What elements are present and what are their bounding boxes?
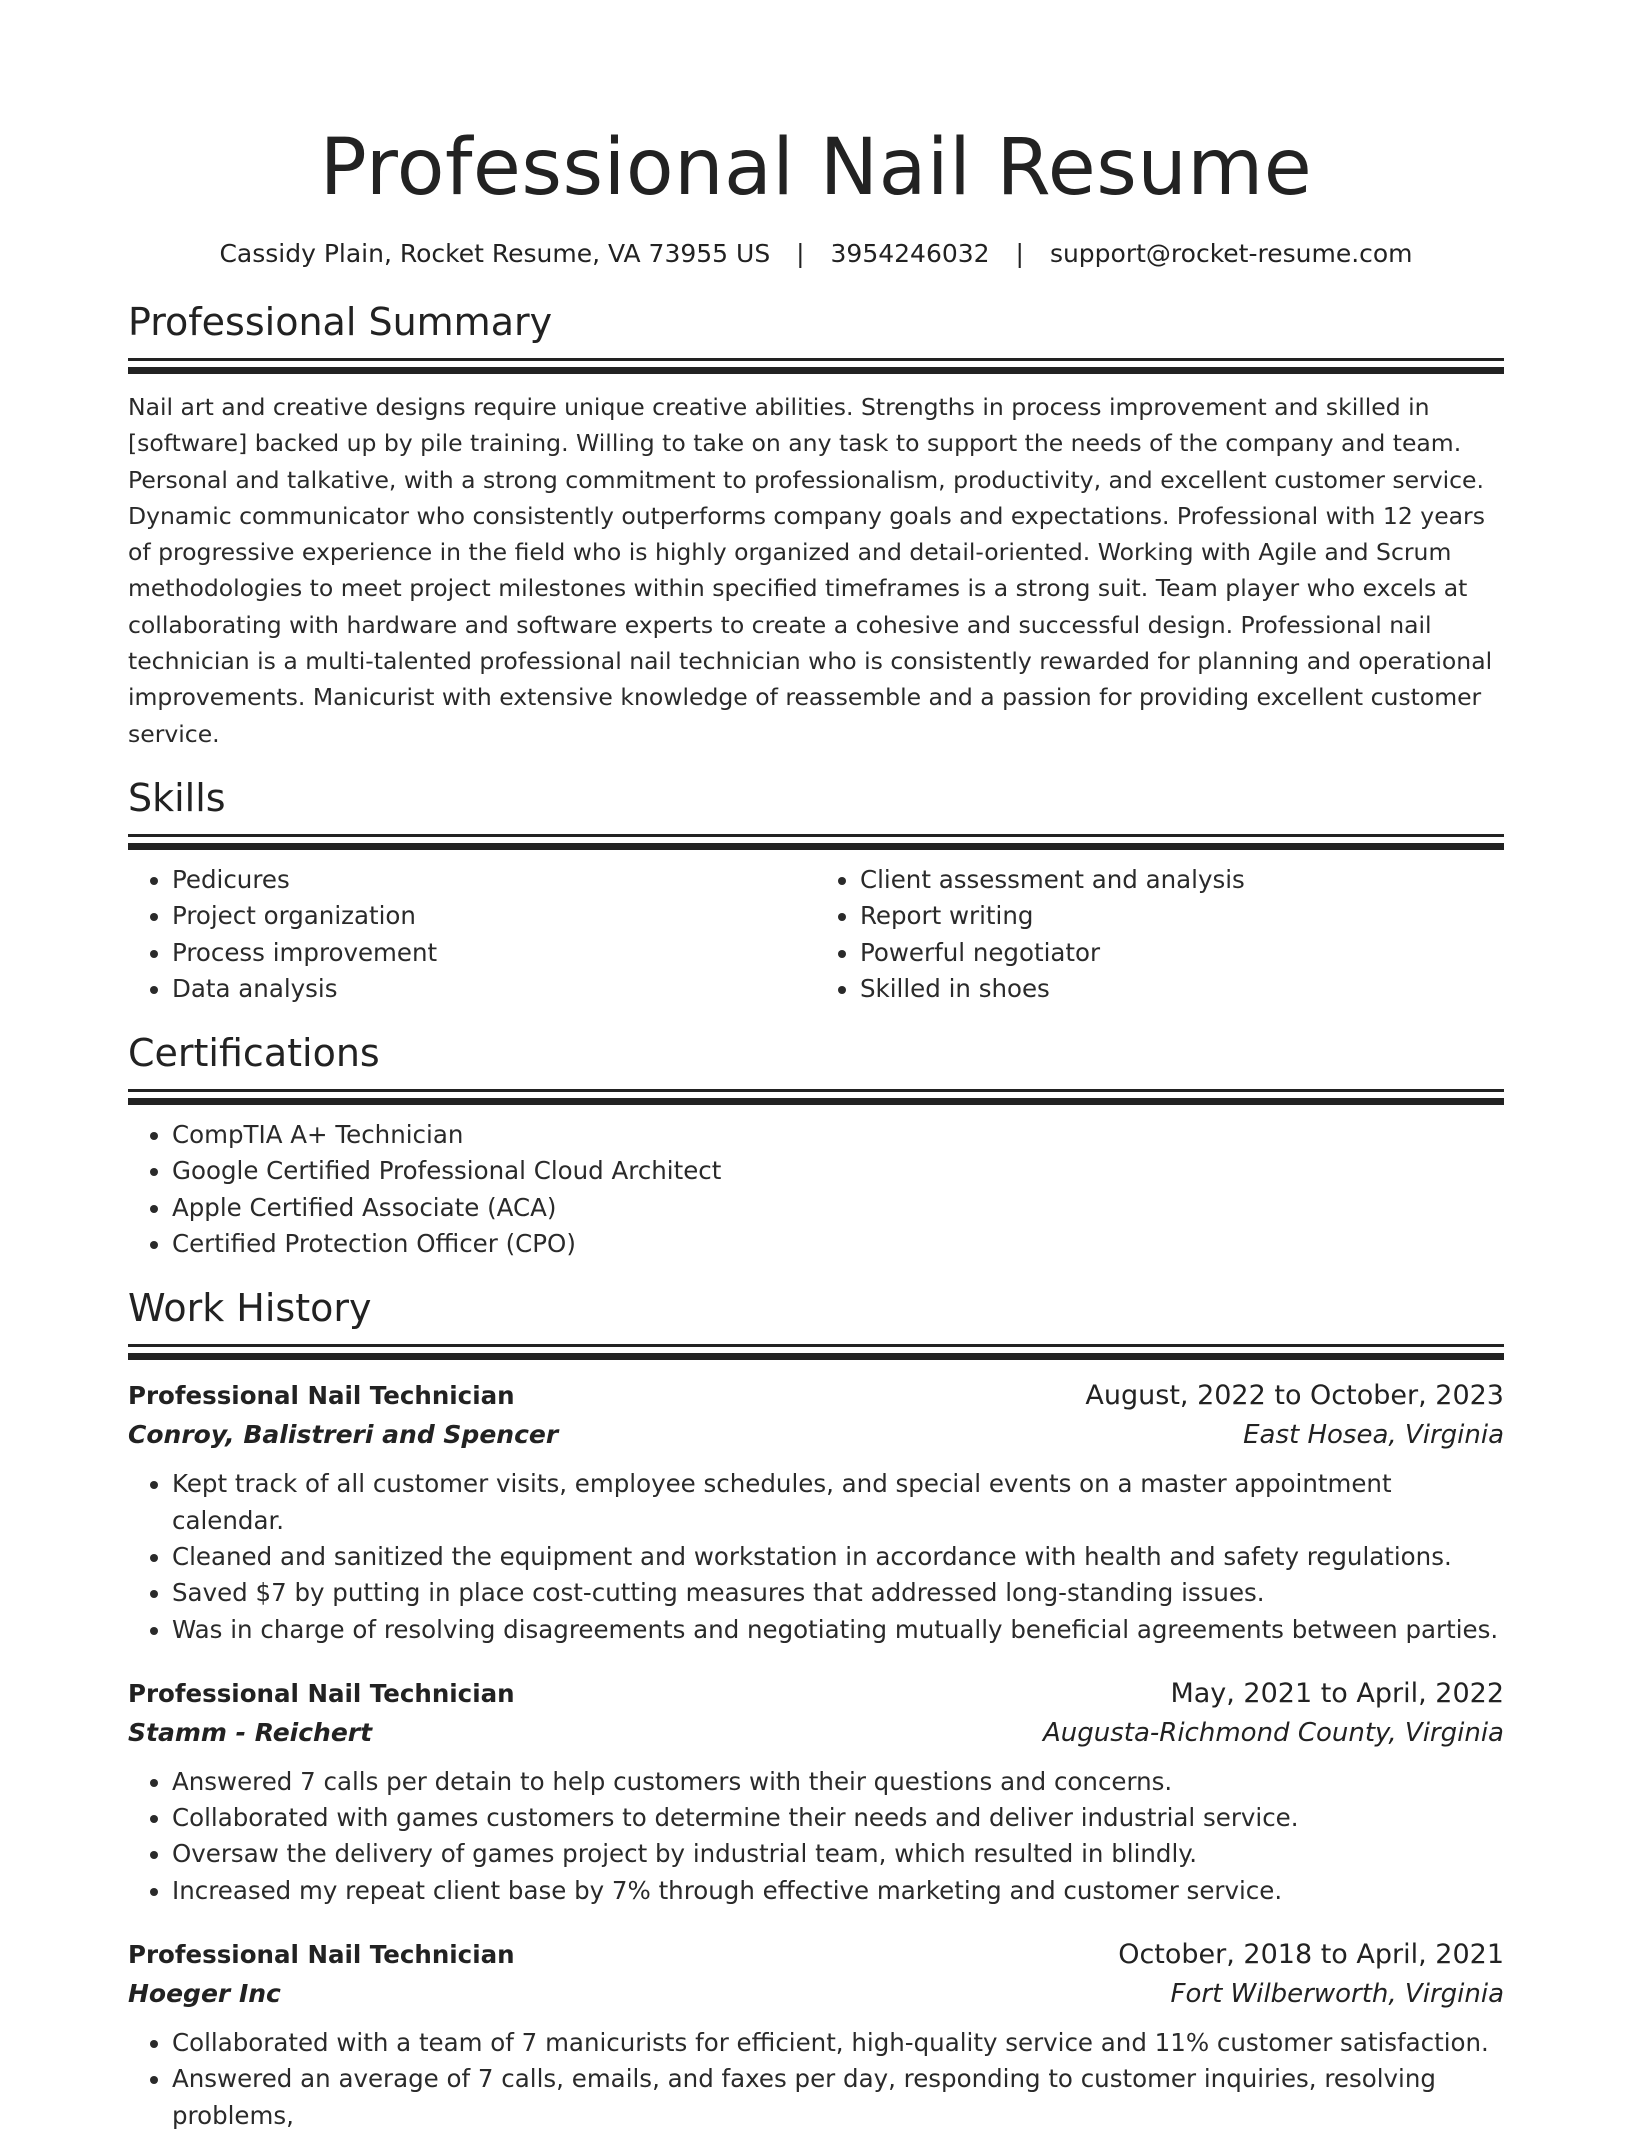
section-divider-thick (128, 1353, 1504, 1360)
resume-page (128, 118, 1504, 2134)
job-bullets (128, 1764, 1504, 1909)
contact-phone: 3954246032 (830, 239, 990, 268)
job-title: Professional Nail Technician (128, 1940, 515, 1970)
summary-heading: Professional Summary (128, 300, 553, 344)
certifications-list (128, 1117, 1504, 1262)
job-company: Hoeger Inc (128, 1979, 281, 2009)
job-header-row (128, 1935, 1504, 1975)
skills-list-left (128, 862, 816, 1007)
certifications-section (128, 1029, 1504, 1262)
skill-item: • Pedicures (172, 862, 816, 898)
job-title: Professional Nail Technician (128, 1678, 515, 1708)
work-history-heading: Work History (128, 1286, 372, 1331)
skill-item: • Client assessment and analysis (860, 862, 1504, 898)
job-bullets (128, 2025, 1504, 2134)
contact-address: Cassidy Plain, Rocket Resume, VA 73955 US (219, 239, 771, 268)
summary-section (128, 298, 1504, 752)
job-company: Conroy, Balistreri and Spencer (128, 1420, 559, 1450)
resume-title: Professional Nail Resume (319, 123, 1313, 213)
skills-section (128, 774, 1504, 1007)
skills-columns (128, 862, 1504, 1007)
job-header-row (128, 1376, 1504, 1416)
skill-item: • Process improvement (172, 935, 816, 971)
job-bullet: • Was in charge of resolving disagreements and negotiating mutually beneficial agreements between parties. (172, 1612, 1504, 1648)
job-entry (128, 1935, 1504, 2134)
section-divider-thick (128, 367, 1504, 374)
skills-list-right (816, 862, 1504, 1007)
skill-item: • Powerful negotiator (860, 935, 1504, 971)
section-divider (128, 834, 1504, 837)
job-location: Fort Wilberworth, Virginia (1170, 1979, 1504, 2010)
job-bullet: • Answered an average of 7 calls, emails, and faxes per day, responding to customer inquiries, resolving problems, (172, 2061, 1504, 2134)
job-dates: August, 2022 to October, 2023 (1085, 1380, 1504, 1412)
certification-item: • CompTIA A+ Technician (172, 1117, 1504, 1153)
job-company-row (128, 1714, 1504, 1752)
job-bullet: • Cleaned and sanitized the equipment and workstation in accordance with health and safety regulations. (172, 1539, 1504, 1575)
job-bullet: • Collaborated with a team of 7 manicurists for efficient, high-quality service and 11% customer satisfaction. (172, 2025, 1504, 2061)
certification-item: • Google Certified Professional Cloud Architect (172, 1153, 1504, 1189)
job-location: Augusta-Richmond County, Virginia (1042, 1717, 1504, 1748)
job-bullet: • Saved $7 by putting in place cost-cutting measures that addressed long-standing issues. (172, 1575, 1504, 1611)
job-company: Stamm - Reichert (128, 1717, 373, 1747)
job-location: East Hosea, Virginia (1243, 1420, 1504, 1451)
certification-item: • Certified Protection Officer (CPO) (172, 1226, 1504, 1262)
section-divider-thick (128, 843, 1504, 850)
job-bullet: • Answered 7 calls per detain to help customers with their questions and concerns. (172, 1764, 1504, 1800)
section-divider (128, 1089, 1504, 1092)
summary-text: Nail art and creative designs require unique creative abilities. Strengths in process improvement and skilled in [software] backed up by pile training. Willing to take on any task to support the needs of the company and team. Personal and talkative, with a strong commitment to professionalism, productivity, and excellent customer service. Dynamic communicator who consistently outperforms company goals and expectations. Professional with 12 years of progressive experience in the field who is highly organized and detail-oriented. Working with Agile and Scrum methodologies to meet project milestones within specified timeframes is a strong suit. Team player who excels at collaborating with hardware and software experts to create a cohesive and successful design. Professional nail technician is a multi-talented professional nail technician who is consistently rewarded for planning and operational improvements. Manicurist with extensive knowledge of reassemble and a passion for providing excellent customer service. (128, 393, 1493, 748)
work-history-section (128, 1284, 1504, 2134)
skill-item: • Report writing (860, 898, 1504, 934)
certifications-heading: Certifications (128, 1031, 380, 1076)
job-bullet: • Collaborated with games customers to determine their needs and deliver industrial service. (172, 1800, 1504, 1836)
job-company-row (128, 1416, 1504, 1454)
contact-line (128, 238, 1504, 270)
contact-separator: | (1015, 239, 1024, 268)
contact-email: support@rocket-resume.com (1049, 239, 1413, 268)
skill-item: • Data analysis (172, 971, 816, 1007)
section-divider (128, 1344, 1504, 1347)
job-entry (128, 1674, 1504, 1909)
job-bullets (128, 1466, 1504, 1647)
job-entry (128, 1376, 1504, 1647)
job-bullet: • Increased my repeat client base by 7% through effective marketing and customer service. (172, 1873, 1504, 1909)
skills-heading: Skills (128, 775, 226, 820)
job-header-row (128, 1674, 1504, 1714)
skill-item: • Skilled in shoes (860, 971, 1504, 1007)
job-bullet: • Kept track of all customer visits, employee schedules, and special events on a master appointment calendar. (172, 1466, 1504, 1539)
section-divider (128, 358, 1504, 361)
contact-separator: | (796, 239, 805, 268)
job-dates: May, 2021 to April, 2022 (1170, 1677, 1504, 1709)
job-bullet: • Oversaw the delivery of games project by industrial team, which resulted in blindly. (172, 1836, 1504, 1872)
skill-item: • Project organization (172, 898, 816, 934)
job-dates: October, 2018 to April, 2021 (1118, 1939, 1504, 1971)
section-divider-thick (128, 1098, 1504, 1105)
job-title: Professional Nail Technician (128, 1381, 515, 1411)
job-company-row (128, 1975, 1504, 2013)
certification-item: • Apple Certified Associate (ACA) (172, 1190, 1504, 1226)
